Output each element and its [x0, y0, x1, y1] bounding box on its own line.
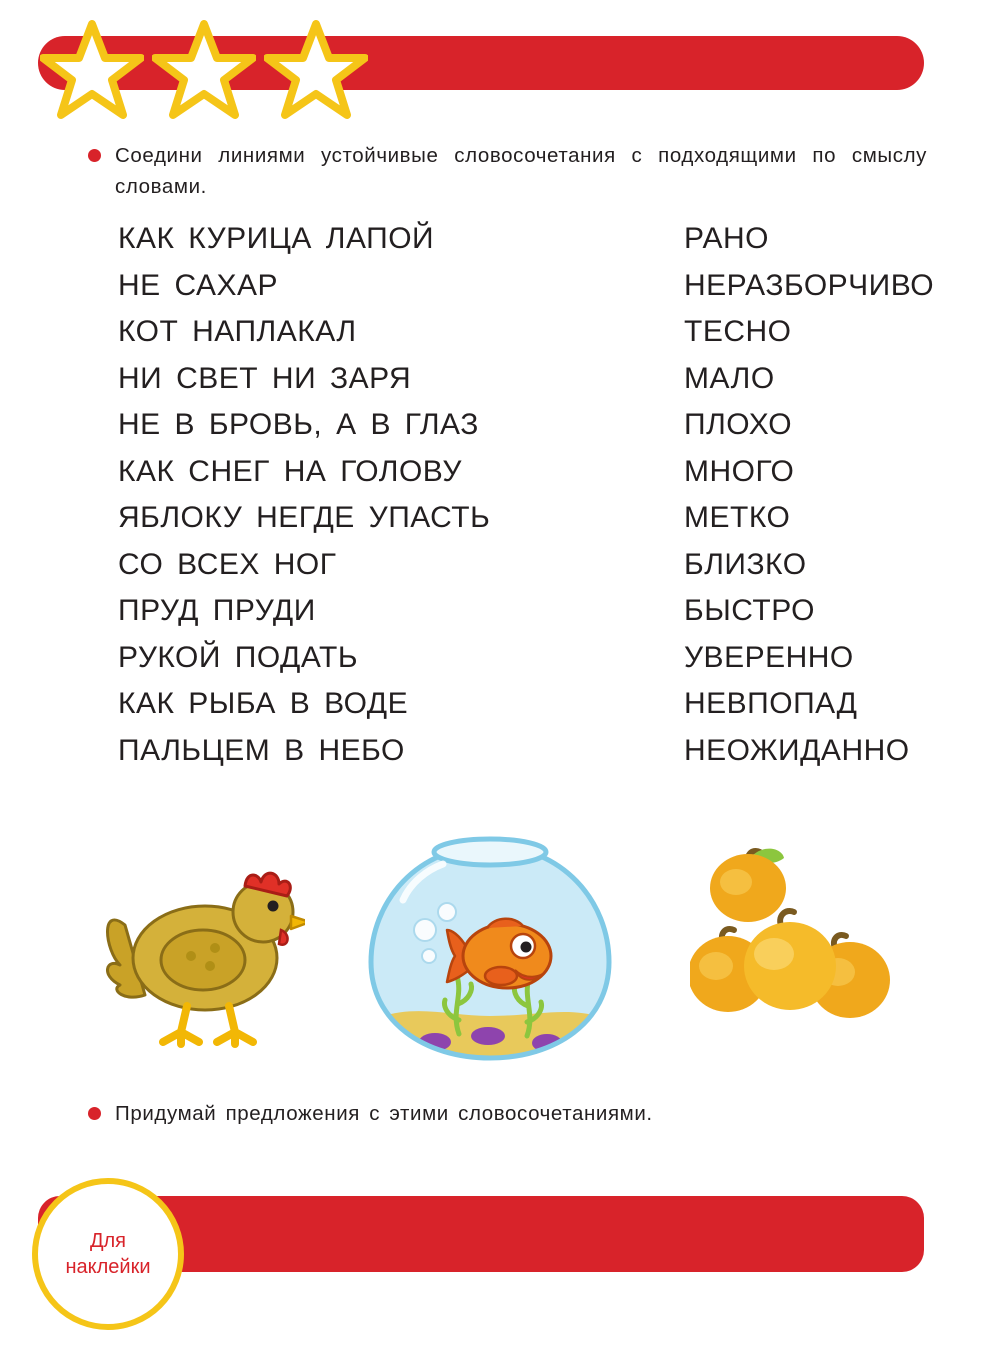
meaning-item[interactable]: УВЕРЕННО: [684, 640, 854, 674]
bullet-icon: [88, 1107, 101, 1120]
sticker-label-line2: наклейки: [65, 1256, 151, 1278]
matching-exercise: [0, 216, 1000, 826]
meaning-item[interactable]: МАЛО: [684, 361, 775, 395]
phrase-item[interactable]: НЕ САХАР: [118, 268, 279, 302]
star-icon: [152, 20, 256, 120]
meaning-item[interactable]: НЕРАЗБОРЧИВО: [684, 268, 935, 302]
phrase-item[interactable]: КАК КУРИЦА ЛАПОЙ: [118, 222, 435, 255]
task-instruction-top: [88, 140, 928, 202]
task-instruction-bottom: [88, 1098, 928, 1129]
meaning-item[interactable]: ТЕСНО: [684, 315, 792, 348]
illustrations-row: [0, 830, 1000, 1080]
meaning-item[interactable]: МНОГО: [684, 454, 795, 488]
task-instruction-top-text: Соедини линиями устойчивые словосочетания с подходящими по смыслу словами.: [115, 144, 927, 198]
meanings-column: [684, 216, 934, 774]
phrase-item[interactable]: КАК СНЕГ НА ГОЛОВУ: [118, 454, 462, 488]
sticker-placeholder[interactable]: [32, 1178, 184, 1330]
phrase-item[interactable]: РУКОЙ ПОДАТЬ: [118, 640, 359, 674]
phrase-item[interactable]: ПАЛЬЦЕМ В НЕБО: [118, 733, 405, 767]
meaning-item[interactable]: РАНО: [684, 222, 770, 255]
phrase-item[interactable]: СО ВСЕХ НОГ: [118, 547, 337, 581]
meaning-item[interactable]: НЕВПОПАД: [684, 687, 858, 720]
chicken-illustration: [95, 830, 305, 1055]
task-instruction-bottom-text: Придумай предложения с этими словосочетаниями.: [115, 1102, 653, 1125]
star-icon: [264, 20, 368, 120]
phrases-column: [118, 216, 490, 774]
phrase-item[interactable]: НИ СВЕТ НИ ЗАРЯ: [118, 361, 412, 395]
star-icon: [40, 20, 144, 120]
phrase-item[interactable]: ПРУД ПРУДИ: [118, 594, 316, 627]
sticker-label-line1: Для: [89, 1230, 127, 1252]
phrase-item[interactable]: КАК РЫБА В ВОДЕ: [118, 687, 409, 720]
phrase-item[interactable]: НЕ В БРОВЬ, А В ГЛАЗ: [118, 408, 479, 441]
phrase-item[interactable]: ЯБЛОКУ НЕГДЕ УПАСТЬ: [118, 501, 491, 534]
meaning-item[interactable]: БЛИЗКО: [684, 547, 807, 581]
fishbowl-illustration: [355, 830, 625, 1075]
phrase-item[interactable]: КОТ НАПЛАКАЛ: [118, 315, 357, 348]
bullet-icon: [88, 149, 101, 162]
sticker-label: [65, 1228, 150, 1280]
meaning-item[interactable]: БЫСТРО: [684, 594, 815, 627]
stars-group: [40, 20, 360, 120]
meaning-item[interactable]: МЕТКО: [684, 501, 791, 534]
meaning-item[interactable]: ПЛОХО: [684, 408, 793, 441]
meaning-item[interactable]: НЕОЖИДАННО: [684, 733, 910, 767]
apples-illustration: [690, 830, 905, 1050]
